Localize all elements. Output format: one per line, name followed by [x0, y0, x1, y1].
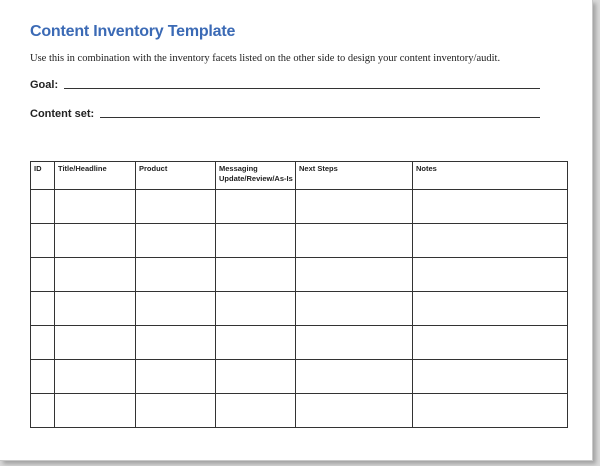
table-cell [136, 292, 216, 326]
table-row [31, 394, 568, 428]
header-messaging-sublabel: Update/Review/As-Is [219, 174, 293, 183]
content-set-label: Content set: [30, 108, 95, 120]
header-title-headline-label: Title/Headline [58, 164, 107, 173]
table-cell [296, 394, 413, 428]
table-body [31, 190, 568, 428]
intro-text: Use this in combination with the inventory facets listed on the other side to design your content inventory/audit. [30, 53, 501, 64]
header-next-steps [296, 162, 413, 190]
table-cell [296, 224, 413, 258]
page-title: Content Inventory Template [30, 23, 236, 40]
header-next-steps-label: Next Steps [299, 164, 338, 173]
table-cell [31, 224, 55, 258]
table-cell [216, 326, 296, 360]
table-cell [55, 292, 136, 326]
table-cell [136, 190, 216, 224]
table-cell [31, 360, 55, 394]
table-cell [296, 326, 413, 360]
table-cell [55, 190, 136, 224]
table-cell [136, 394, 216, 428]
table-row [31, 190, 568, 224]
header-id [31, 162, 55, 190]
table-cell [55, 394, 136, 428]
table-cell [413, 258, 568, 292]
goal-label: Goal: [30, 79, 59, 91]
table-cell [31, 326, 55, 360]
header-id-label: ID [34, 164, 42, 173]
header-product [136, 162, 216, 190]
table-cell [216, 394, 296, 428]
table-cell [216, 360, 296, 394]
table-cell [136, 258, 216, 292]
header-notes [413, 162, 568, 190]
header-messaging-label: Messaging [219, 164, 258, 173]
header-product-label: Product [139, 164, 168, 173]
table-cell [413, 394, 568, 428]
table-cell [296, 292, 413, 326]
header-notes-label: Notes [416, 164, 437, 173]
table-cell [216, 292, 296, 326]
content-set-fill-line [100, 116, 540, 118]
table-cell [55, 326, 136, 360]
table-row [31, 326, 568, 360]
header-title-headline [55, 162, 136, 190]
table-cell [296, 190, 413, 224]
table-row [31, 360, 568, 394]
goal-fill-line [64, 87, 540, 89]
table-cell [55, 258, 136, 292]
table-row [31, 292, 568, 326]
header-messaging [216, 162, 296, 190]
content-set-field [30, 104, 540, 120]
table-cell [136, 224, 216, 258]
table-row [31, 258, 568, 292]
table-cell [55, 360, 136, 394]
table-cell [413, 292, 568, 326]
table-cell [31, 292, 55, 326]
table-cell [31, 258, 55, 292]
table-cell [216, 224, 296, 258]
table-cell [136, 360, 216, 394]
table-cell [413, 224, 568, 258]
table-cell [55, 224, 136, 258]
goal-field [30, 75, 540, 91]
table-cell [413, 190, 568, 224]
table-cell [413, 326, 568, 360]
table-cell [413, 360, 568, 394]
table-cell [296, 360, 413, 394]
table-cell [216, 258, 296, 292]
table-cell [216, 190, 296, 224]
inventory-table [30, 161, 568, 428]
table-cell [136, 326, 216, 360]
table-row [31, 224, 568, 258]
table-cell [296, 258, 413, 292]
table-cell [31, 394, 55, 428]
table-cell [31, 190, 55, 224]
table-header-row [31, 162, 568, 190]
